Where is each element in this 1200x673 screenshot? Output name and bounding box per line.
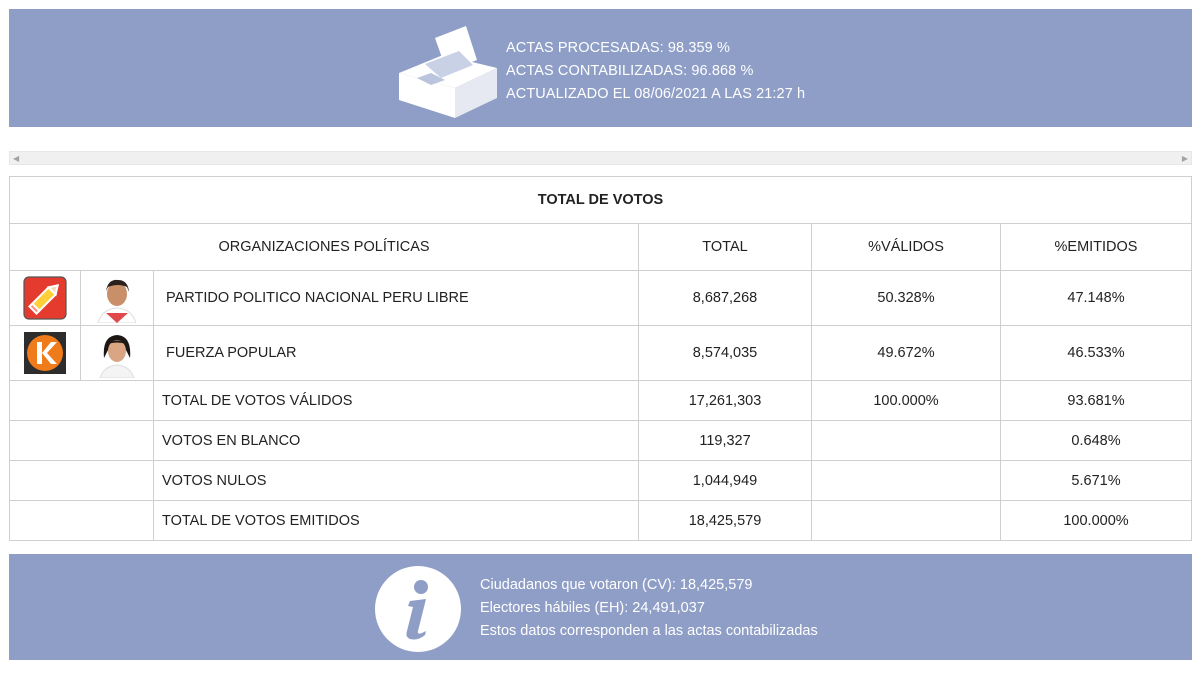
summary-label: TOTAL DE VOTOS EMITIDOS: [154, 501, 639, 541]
table-row: [10, 381, 1192, 421]
summary-label: VOTOS EN BLANCO: [154, 421, 639, 461]
summary-text: [506, 37, 805, 106]
party-emitidos: 47.148%: [1001, 271, 1192, 326]
actas-procesadas: ACTAS PROCESADAS: 98.359 %: [506, 40, 730, 56]
party-validos: 49.672%: [812, 326, 1001, 381]
horizontal-scrollbar[interactable]: [9, 151, 1192, 165]
summary-validos: 100.000%: [812, 381, 1001, 421]
ciudadanos-votaron: Ciudadanos que votaron (CV): 18,425,579: [480, 577, 753, 593]
updated-timestamp: ACTUALIZADO EL 08/06/2021 A LAS 21:27 h: [506, 86, 806, 102]
table-row: [10, 421, 1192, 461]
summary-total: 1,044,949: [639, 461, 812, 501]
electores-habiles: Electores hábiles (EH): 24,491,037: [480, 600, 705, 616]
results-table: [9, 176, 1192, 541]
table-row: [10, 501, 1192, 541]
info-icon: [374, 565, 462, 653]
party-emitidos: 46.533%: [1001, 326, 1192, 381]
info-banner: [9, 554, 1192, 660]
summary-emitidos: 0.648%: [1001, 421, 1192, 461]
party-name: FUERZA POPULAR: [154, 326, 639, 381]
summary-emitidos: 5.671%: [1001, 461, 1192, 501]
party-validos: 50.328%: [812, 271, 1001, 326]
col-validos: %VÁLIDOS: [812, 224, 1001, 271]
col-total: TOTAL: [639, 224, 812, 271]
scroll-left-icon[interactable]: ◀: [13, 154, 20, 163]
summary-emitidos: 100.000%: [1001, 501, 1192, 541]
table-header-row: [10, 224, 1192, 271]
summary-total: 17,261,303: [639, 381, 812, 421]
summary-validos: [812, 501, 1001, 541]
k-logo-icon: [23, 331, 67, 375]
pencil-logo-icon: [23, 276, 67, 320]
party-total: 8,574,035: [639, 326, 812, 381]
table-row: [10, 326, 1192, 381]
ballot-box-icon: [397, 18, 501, 122]
party-total: 8,687,268: [639, 271, 812, 326]
col-organizaciones: ORGANIZACIONES POLÍTICAS: [10, 224, 639, 271]
summary-total: 18,425,579: [639, 501, 812, 541]
summary-validos: [812, 461, 1001, 501]
summary-label: TOTAL DE VOTOS VÁLIDOS: [154, 381, 639, 421]
actas-contabilizadas: ACTAS CONTABILIZADAS: 96.868 %: [506, 63, 754, 79]
summary-label: VOTOS NULOS: [154, 461, 639, 501]
table-row: [10, 271, 1192, 326]
table-row: [10, 461, 1192, 501]
col-emitidos: %EMITIDOS: [1001, 224, 1192, 271]
summary-emitidos: 93.681%: [1001, 381, 1192, 421]
scroll-right-icon[interactable]: ▶: [1181, 154, 1188, 163]
info-note: Estos datos corresponden a las actas contabilizadas: [480, 623, 818, 639]
info-text: [480, 574, 818, 643]
summary-validos: [812, 421, 1001, 461]
summary-total: 119,327: [639, 421, 812, 461]
party-name: PARTIDO POLITICO NACIONAL PERU LIBRE: [154, 271, 639, 326]
table-title: TOTAL DE VOTOS: [10, 177, 1192, 224]
summary-banner: [9, 9, 1192, 127]
candidate-photo-icon: [92, 273, 142, 323]
candidate-photo-icon: [92, 328, 142, 378]
